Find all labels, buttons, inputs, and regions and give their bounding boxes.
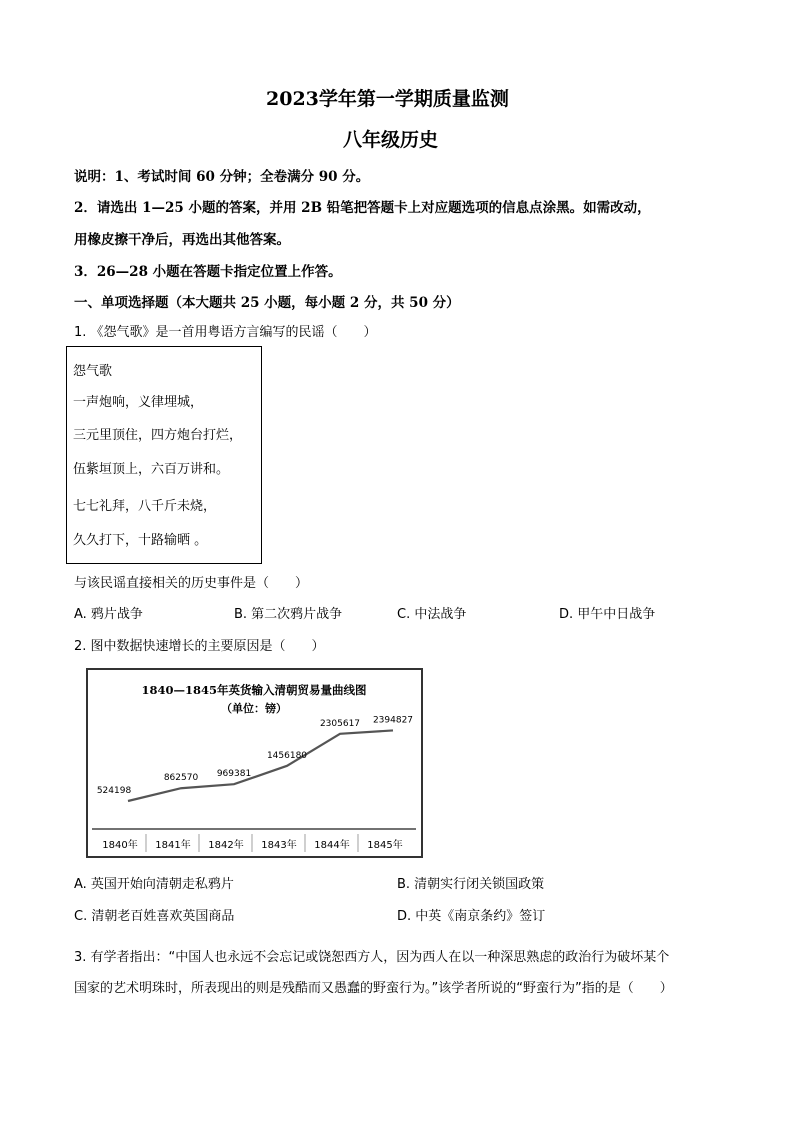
poem-box xyxy=(66,346,262,564)
q1-option-d[interactable]: D. 甲午中日战争 xyxy=(559,607,656,622)
data-label: 1456180 xyxy=(266,750,308,761)
q2-option-c[interactable]: C. 清朝老百姓喜欢英国商品 xyxy=(74,909,235,924)
q1-question: 与该民谣直接相关的历史事件是（ ） xyxy=(74,576,309,591)
series-line xyxy=(128,730,393,801)
poem-title: 怨气歌 xyxy=(73,364,113,379)
chart-title: 1840—1845年英货输入清朝贸易量曲线图 xyxy=(141,683,367,697)
trade-chart xyxy=(86,668,423,858)
x-tick-label: 1845年 xyxy=(367,840,403,851)
q2-option-b[interactable]: B. 清朝实行闭关锁国政策 xyxy=(397,877,545,892)
q1-option-c[interactable]: C. 中法战争 xyxy=(397,607,467,622)
section-heading: 一、单项选择题（本大题共 25 小题，每小题 2 分，共 50 分） xyxy=(74,295,460,311)
instruction-1: 说明：1、考试时间 60 分钟；全卷满分 90 分。 xyxy=(74,169,370,185)
instruction-2: 2．请选出 1—25 小题的答案，并用 2B 铅笔把答题卡上对应题选项的信息点涂黑。如需改动， xyxy=(74,200,651,216)
chart-svg xyxy=(88,670,421,856)
x-tick-label: 1843年 xyxy=(261,840,297,851)
instruction-2-cont: 用橡皮擦干净后，再选出其他答案。 xyxy=(74,232,290,248)
data-label: 2305617 xyxy=(319,718,361,729)
poem-line: 久久打下，十路输晒 。 xyxy=(73,533,208,548)
q2-stem: 2. 图中数据快速增长的主要原因是（ ） xyxy=(74,639,325,654)
q1-stem: 1. 《怨气歌》是一首用粤语方言编写的民谣（ ） xyxy=(74,325,377,340)
x-tick-label: 1844年 xyxy=(314,840,350,851)
page-subtitle: 八年级历史 xyxy=(343,129,439,151)
q3-stem: 3. 有学者指出：“中国人也永远不会忘记或饶恕西方人，因为西人在以一种深思熟虑的政治行为破坏某个 xyxy=(74,950,670,965)
x-tick-label: 1842年 xyxy=(208,840,244,851)
x-tick-label: 1840年 xyxy=(102,840,138,851)
q3-stem-cont: 国家的艺术明珠时，所表现出的则是残酷而又愚蠢的野蛮行为。”该学者所说的“野蛮行为”指的是（ ） xyxy=(74,981,673,996)
poem-line: 一声炮响，义律埋城， xyxy=(73,395,204,410)
q1-option-b[interactable]: B. 第二次鸦片战争 xyxy=(234,607,343,622)
poem-line: 七七礼拜，八千斤未烧， xyxy=(73,499,217,514)
data-label: 969381 xyxy=(216,769,252,780)
q2-option-d[interactable]: D. 中英《南京条约》签订 xyxy=(397,909,546,924)
q1-option-a[interactable]: A. 鸦片战争 xyxy=(74,607,143,622)
data-label: 524198 xyxy=(96,786,132,796)
data-label: 862570 xyxy=(163,773,199,784)
instruction-3: 3．26—28 小题在答题卡指定位置上作答。 xyxy=(74,264,342,280)
chart-subtitle: （单位：镑） xyxy=(221,702,287,715)
poem-line: 伍紫垣顶上，六百万讲和。 xyxy=(73,462,230,477)
poem-line: 三元里顶住，四方炮台打烂， xyxy=(73,428,243,443)
q2-option-a[interactable]: A. 英国开始向清朝走私鸦片 xyxy=(74,877,234,892)
data-label: 2394827 xyxy=(372,715,414,726)
x-tick-label: 1841年 xyxy=(155,840,191,851)
page-title: 2023学年第一学期质量监测 xyxy=(266,88,509,110)
